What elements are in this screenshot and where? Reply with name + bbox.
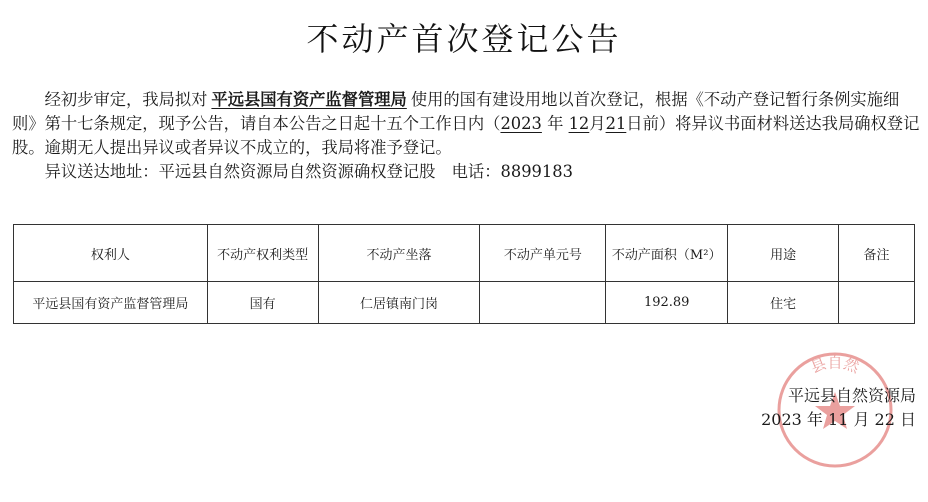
para1-suffix: 日前）将异议书面材料送达我局确权登记股。逾期无人提出异议或者异议不成立的，我局将准予登记。 [12,114,920,157]
deadline-month: 12 [568,114,590,133]
header-remarks: 备注 [839,225,915,282]
registration-table [13,224,915,324]
para1-middle: 使用的国有建设用地以首次登记，根据《不动产登记暂行条例实施细则》第十七条规定，现予公告，请自本公告之日起十五个工作日内（ [12,90,900,133]
cell-owner: 平远县国有资产监督管理局 [14,282,208,324]
announcement-paragraph-1 [12,88,920,160]
header-owner: 权利人 [14,225,208,282]
para1-prefix: 经初步审定，我局拟对 [44,90,208,109]
issue-date: 2023 年 11 月 22 日 [761,410,916,429]
cell-area: 192.89 [606,282,728,324]
cell-remarks [839,282,915,324]
announcement-paragraph-2: 异议送达地址：平远县自然资源局自然资源确权登记股 电话：8899183 [44,162,573,181]
month-unit: 月 [589,114,606,133]
header-unit-number: 不动产单元号 [480,225,606,282]
owner-name: 平远县国有资产监督管理局 [211,90,407,109]
table-row [14,282,915,324]
header-area: 不动产面积（M²） [606,225,728,282]
year-unit: 年 [547,114,564,133]
page-title: 不动产首次登记公告 [306,20,622,58]
header-right-type: 不动产权利类型 [207,225,318,282]
cell-usage: 住宅 [728,282,839,324]
issuer-name: 平远县自然资源局 [787,386,916,405]
table-header-row [14,225,915,282]
deadline-day: 21 [605,114,627,133]
header-usage: 用途 [728,225,839,282]
deadline-year: 2023 [500,114,542,133]
cell-right-type: 国有 [207,282,318,324]
issuer-block [761,384,916,432]
announcement-body [12,88,920,184]
seal-text-path: 县自然 [808,353,862,377]
cell-location: 仁居镇南门岗 [318,282,480,324]
cell-unit-number [480,282,606,324]
header-location: 不动产坐落 [318,225,480,282]
